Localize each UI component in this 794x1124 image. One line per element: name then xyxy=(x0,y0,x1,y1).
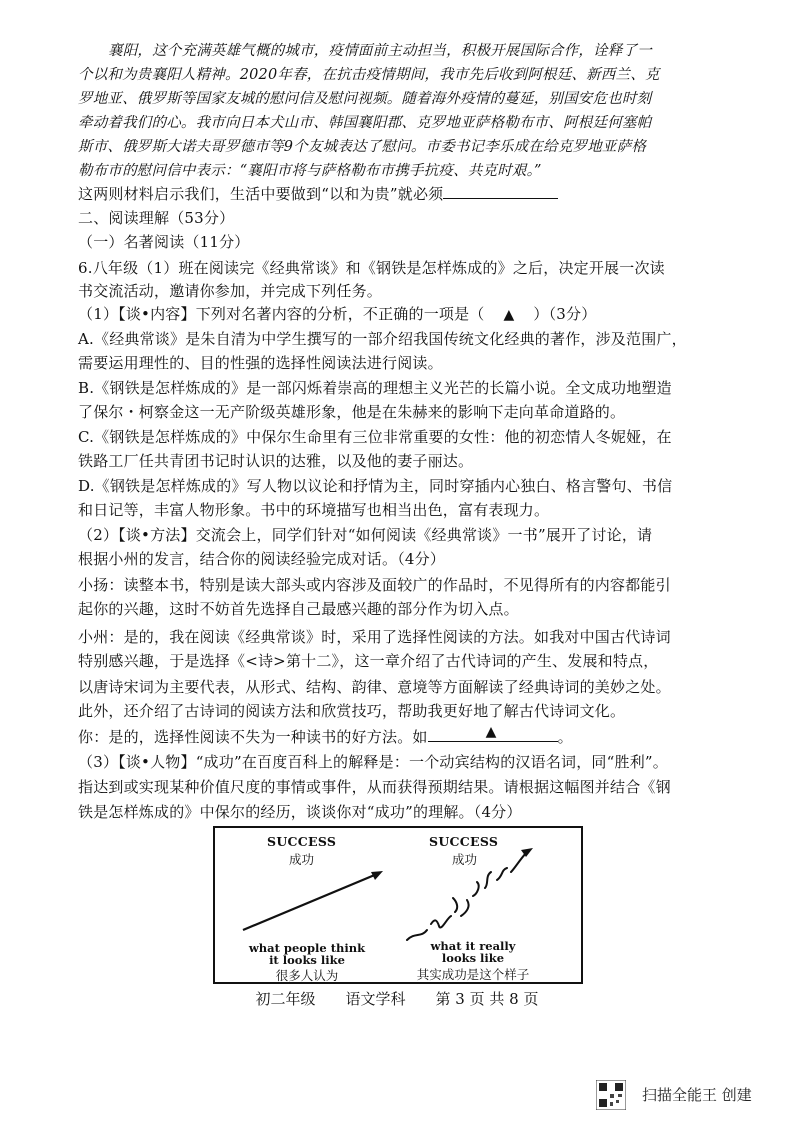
option-line: D.《钢铁是怎样炼成的》写人物以议论和抒情为主，同时穿插内心独白、格言警句、书信 xyxy=(78,477,673,495)
right-title-cn: 成功 xyxy=(452,852,478,867)
squiggle-path xyxy=(407,852,527,940)
answer-mark-icon: ▲ xyxy=(485,724,497,740)
left-caption-1: what people think xyxy=(248,941,366,955)
dialog-answer-end: 。 xyxy=(557,728,573,746)
straight-arrow-head-icon xyxy=(371,871,383,880)
dialog-line: 以唐诗宋词为主要代表，从形式、结构、韵律、意境等方面解读了经典诗词的美妙之处。 xyxy=(78,678,671,696)
option-line: 需要运用理性的、目的性强的选择性阅读法进行阅读。 xyxy=(78,354,443,372)
right-caption-cn: 其实成功是这个样子 xyxy=(416,967,530,982)
option-line: 铁路工厂任共青团书记时认识的达雅，以及他的妻子丽达。 xyxy=(78,452,474,470)
answer-mark-icon[interactable]: ▲ xyxy=(503,307,515,323)
right-caption-2: looks like xyxy=(441,951,505,965)
q6-line: 6.八年级（1）班在阅读完《经典常谈》和《钢铁是怎样炼成的》之后，决定开展一次读 xyxy=(78,259,665,277)
dialog-line: 小扬：读整本书，特别是读大部头或内容涉及面较广的作品时，不见得所有的内容都能引 xyxy=(78,576,671,594)
sub-heading: （一）名著阅读（11分） xyxy=(78,233,250,251)
q6-part3-line: （3）【谈•人物】“成功”在百度百科上的解释是：一个动宾结构的汉语名词，同“胜利”。 xyxy=(78,753,668,771)
left-title-cn: 成功 xyxy=(289,852,315,867)
q6-part2-line: （2）【谈•方法】交流会上，同学们针对“如何阅读《经典常谈》一书”展开了讨论，请 xyxy=(78,526,653,544)
q6-part1 xyxy=(78,303,596,326)
qr-code-icon xyxy=(596,1080,626,1110)
dialog-line: 特别感兴趣，于是选择《<诗>第十二》，这一章介绍了古代诗词的产生、发展和特点， xyxy=(78,652,659,670)
watermark-text: 扫描全能王 创建 xyxy=(642,1086,752,1104)
dialog-line: 此外，还介绍了古诗词的阅读方法和欣赏技巧，帮助我更好地了解古代诗词文化。 xyxy=(78,702,626,720)
success-illustration xyxy=(213,826,583,984)
q6-part3-line: 指达到或实现某种价值尺度的事情或事件，从而获得预期结果。请根据这幅图并结合《钢 xyxy=(78,778,671,796)
intro-line: 罗地亚、俄罗斯等国家友城的慰问信及慰问视频。随着海外疫情的蔓延，别国安危也时刻 xyxy=(78,91,652,107)
page-footer: 初二年级 语文学科 第 3 页 共 8 页 xyxy=(255,990,539,1008)
question-line xyxy=(78,183,558,205)
dialog-line: 小州：是的，我在阅读《经典常谈》时，采用了选择性阅读的方法。如我对中国古代诗词 xyxy=(78,628,671,646)
left-caption-2: it looks like xyxy=(269,953,345,967)
dialog-answer-line xyxy=(78,726,573,748)
option-line: 和日记等，丰富人物形象。书中的环境描写也相当出色，富有表现力。 xyxy=(78,501,550,519)
intro-line: 个以和为贵襄阳人精神。2020年春，在抗击疫情期间，我市先后收到阿根廷、新西兰、克 xyxy=(78,67,660,83)
answer-blank[interactable] xyxy=(443,184,558,199)
left-title: SUCCESS xyxy=(267,834,337,849)
question-text: 这两则材料启示我们，生活中要做到“以和为贵”就必须 xyxy=(78,185,444,203)
scanner-watermark xyxy=(596,1080,776,1110)
straight-arrow-line xyxy=(243,874,377,930)
option-line: A.《经典常谈》是朱自清为中学生撰写的一部介绍我国传统文化经典的著作，涉及范围广， xyxy=(78,330,687,348)
q6-line: 书交流活动，邀请你参加，并完成下列任务。 xyxy=(78,282,383,300)
q6-part3-line: 铁是怎样炼成的》中保尔的经历，谈谈你对“成功”的理解。（4分） xyxy=(78,803,522,821)
intro-line: 襄阳，这个充满英雄气概的城市，疫情面前主动担当，积极开展国际合作，诠释了一 xyxy=(108,43,652,59)
intro-line: 牵动着我们的心。我市向日本犬山市、韩国襄阳郡、克罗地亚萨格勒布市、阿根廷何塞帕 xyxy=(78,115,652,131)
intro-line: 勒布市的慰问信中表示：“襄阳市将与萨格勒布市携手抗疫、共克时艰。” xyxy=(78,163,542,179)
intro-line: 斯市、俄罗斯大诺夫哥罗德市等9个友城表达了慰问。市委书记李乐成在给克罗地亚萨格 xyxy=(78,139,647,155)
option-line: 了保尔・柯察金这一无产阶级英雄形象，他是在朱赫来的影响下走向革命道路的。 xyxy=(78,403,626,421)
right-title: SUCCESS xyxy=(429,834,499,849)
dialog-line: 起你的兴趣，这时不妨首先选择自己最感兴趣的部分作为切入点。 xyxy=(78,600,519,618)
section-heading: 二、阅读理解（53分） xyxy=(78,209,235,227)
q6-part2-line: 根据小州的发言，结合你的阅读经验完成对话。（4分） xyxy=(78,550,446,568)
q6-part1-text: （1）【谈•内容】下列对名著内容的分析，不正确的一项是（ xyxy=(78,305,485,323)
answer-blank[interactable] xyxy=(428,724,558,742)
q6-part1-tail: ）（3分） xyxy=(533,305,597,323)
option-line: C.《钢铁是怎样炼成的》中保尔生命里有三位非常重要的女性：他的初恋情人冬妮娅，在 xyxy=(78,428,672,446)
dialog-answer-text: 你：是的，选择性阅读不失为一种读书的好方法。如 xyxy=(78,728,428,746)
option-line: B.《钢铁是怎样炼成的》是一部闪烁着崇高的理想主义光芒的长篇小说。全文成功地塑造 xyxy=(78,379,672,397)
left-caption-cn: 很多人认为 xyxy=(275,968,339,983)
right-caption-1: what it really xyxy=(430,939,516,953)
